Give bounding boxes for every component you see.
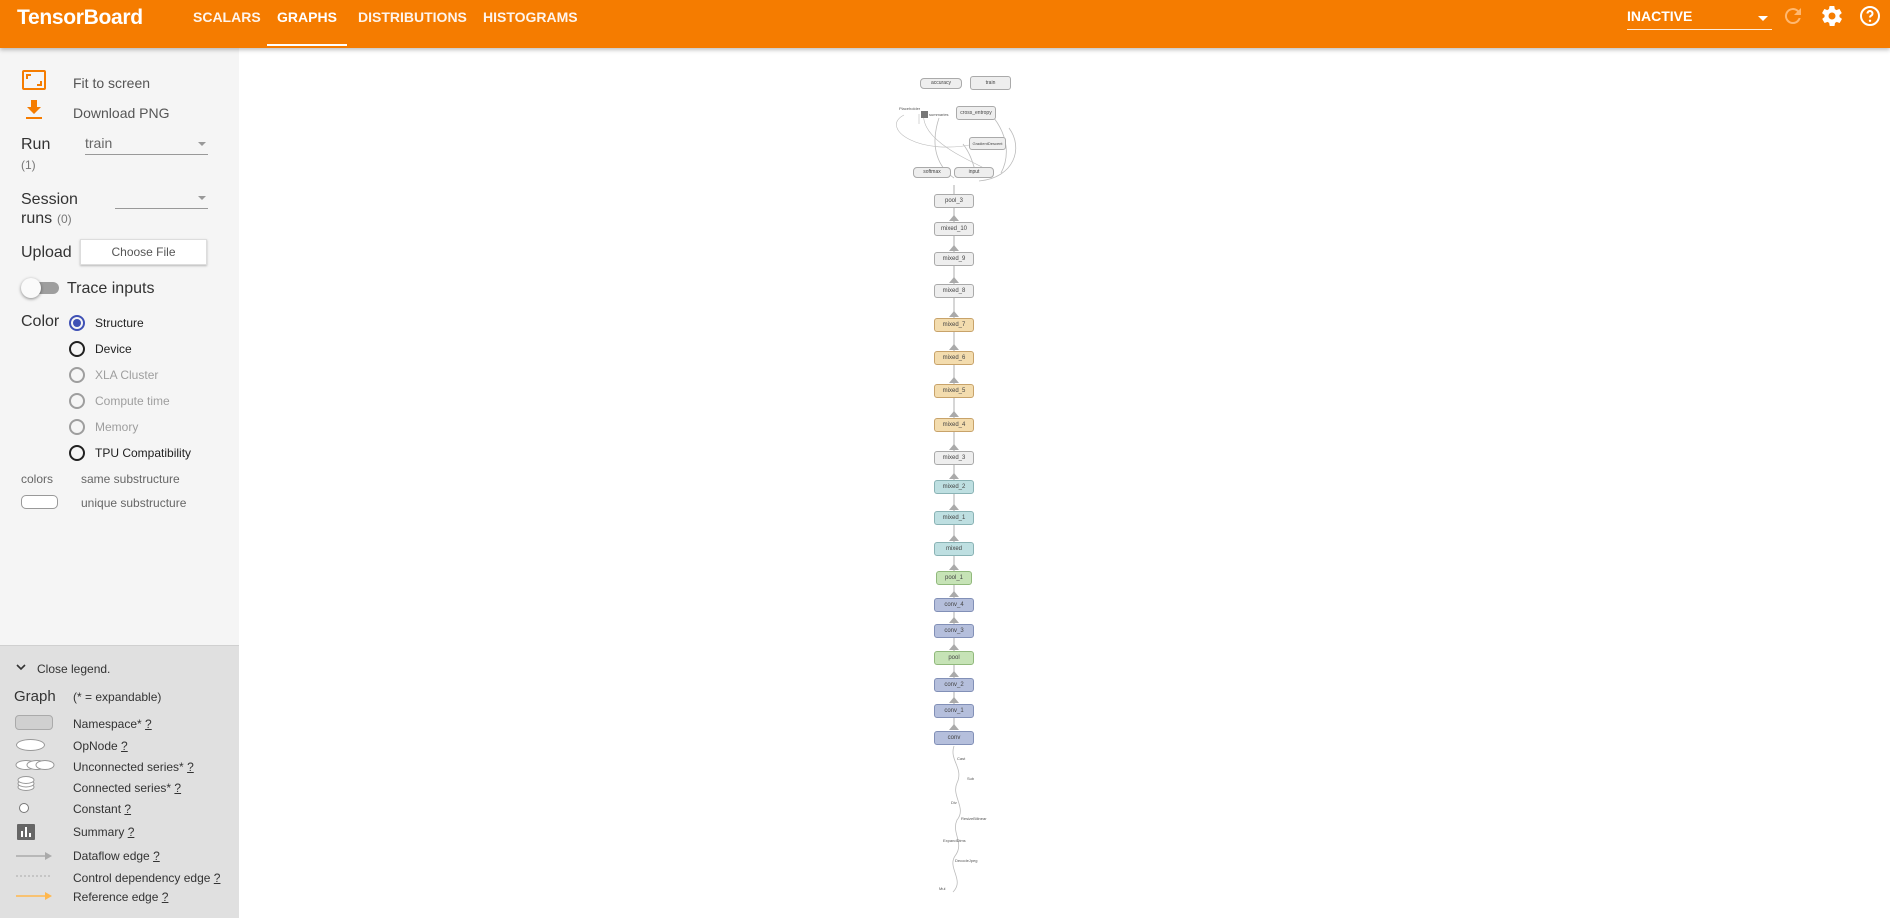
legend-constant: Constant ? [73,802,132,816]
legend-connected-series: Connected series* ? [73,781,182,795]
node-softmax[interactable]: softmax [913,167,951,178]
inactive-dashboard-select[interactable] [1627,4,1772,30]
dataflow-edge-icon [15,851,53,861]
node-pool[interactable]: pool [934,651,974,665]
namespace-legend-swatch [15,715,53,730]
chevron-down-icon[interactable] [16,664,26,672]
unconnected-series-icon [15,759,55,771]
reference-edge-icon [15,891,53,901]
run-count: (1) [21,158,36,172]
node-mixed-2[interactable]: mixed_2 [934,480,974,494]
constant-legend-swatch [19,803,29,813]
dataflow-arrow [949,411,959,417]
session-runs-label: runs [21,210,53,227]
unconnected-series-help-link[interactable]: ? [187,760,194,774]
opnode-legend-swatch [16,739,45,751]
node-conv-4[interactable]: conv_4 [934,598,974,612]
node-conv[interactable]: conv [934,731,974,745]
trace-inputs-label: Trace inputs [67,280,155,297]
dataflow-arrow [949,215,959,221]
dataflow-arrow [949,617,959,623]
run-label: Run [21,136,51,153]
label-decode-jpeg: DecodeJpeg [955,858,978,863]
color-radio-device[interactable] [69,341,85,357]
node-mixed-6[interactable]: mixed_6 [934,351,974,365]
label-cast: Cast [957,756,966,761]
node-mixed-4[interactable]: mixed_4 [934,418,974,432]
color-option-device: Device [95,342,132,356]
node-mixed-7[interactable]: mixed_7 [934,318,974,332]
node-mixed-1[interactable]: mixed_1 [934,511,974,525]
legend-control-dependency-edge: Control dependency edge ? [73,871,221,885]
dataflow-edge-help-link[interactable]: ? [153,849,160,863]
legend-opnode: OpNode ? [73,739,128,753]
dataflow-arrow [949,591,959,597]
color-radio-memory[interactable] [69,419,85,435]
dataflow-arrow [949,724,959,730]
upload-label: Upload [21,244,72,261]
label-expand-dims: ExpandDims [943,838,966,843]
refresh-icon[interactable] [1781,4,1805,28]
inactive-select-value: INACTIVE [1627,8,1693,24]
dataflow-arrow [949,245,959,251]
tab-histograms[interactable]: HISTOGRAMS [483,9,578,25]
legend-expandable-note: (* = expandable) [73,690,162,704]
node-mixed-3[interactable]: mixed_3 [934,451,974,465]
node-mixed[interactable]: mixed [934,542,974,556]
color-radio-structure[interactable] [69,315,85,331]
legend-summary: Summary ? [73,825,135,839]
legend-graph-title: Graph [14,688,56,705]
node-accuracy[interactable]: accuracy [920,78,962,89]
label-mul: Mul [939,886,946,891]
dataflow-arrow [949,644,959,650]
summary-icon [17,824,35,840]
control-dependency-help-link[interactable]: ? [213,871,221,885]
dataflow-arrow [949,504,959,510]
tab-distributions[interactable]: DISTRIBUTIONS [358,9,467,25]
connected-series-help-link[interactable]: ? [174,781,182,795]
trace-inputs-toggle[interactable] [21,278,59,298]
unique-substructure-swatch [21,495,58,509]
top-app-bar [0,0,1890,48]
tab-scalars[interactable]: SCALARS [193,9,261,25]
choose-file-button[interactable]: Choose File [80,239,207,265]
reference-edge-help-link[interactable]: ? [161,890,169,904]
session-label: Session [21,191,78,208]
download-icon[interactable] [25,100,43,120]
graph-legend [0,645,239,918]
app-title: TensorBoard [17,6,143,29]
node-mixed-5[interactable]: mixed_5 [934,384,974,398]
connected-series-icon [17,776,35,792]
dataflow-arrow [949,535,959,541]
control-dependency-edge-icon [15,872,53,880]
node-cross-entropy[interactable]: cross_entropy [956,106,996,120]
node-mixed-8[interactable]: mixed_8 [934,284,974,298]
summary-node-icon[interactable] [921,111,928,118]
legend-reference-edge: Reference edge ? [73,890,169,904]
label-resize-bilinear: ResizeBilinear [961,816,987,821]
constant-help-link[interactable]: ? [124,802,132,816]
color-label: Color [21,313,60,330]
chevron-down-icon [198,196,206,200]
color-option-memory: Memory [95,420,139,434]
legend-namespace: Namespace* ? [73,717,152,731]
unique-substructure-label: unique substructure [81,496,187,510]
color-option-xla-cluster: XLA Cluster [95,368,159,382]
legend-unconnected-series: Unconnected series* ? [73,760,194,774]
node-conv-1[interactable]: conv_1 [934,704,974,718]
dataflow-arrow [949,473,959,479]
color-radio-tpu-compatibility[interactable] [69,445,85,461]
node-conv-3[interactable]: conv_3 [934,624,974,638]
colors-label: colors [21,472,54,486]
toggle-knob [21,278,41,298]
color-radio-xla-cluster[interactable] [69,367,85,383]
dataflow-arrow [949,377,959,383]
run-dropdown-value: train [85,135,113,151]
session-count: (0) [57,212,72,226]
chevron-down-icon [198,142,206,146]
legend-dataflow-edge: Dataflow edge ? [73,849,160,863]
dataflow-arrow [949,671,959,677]
dataflow-arrow [949,344,959,350]
color-option-tpu-compatibility: TPU Compatibility [95,446,192,460]
node-input[interactable]: input [954,167,994,178]
fit-to-screen-button[interactable]: Fit to screen [73,75,151,91]
label-placeholder: Placeholder [899,106,921,111]
node-mixed-9[interactable]: mixed_9 [934,252,974,266]
dataflow-arrow [949,444,959,450]
close-legend-link[interactable]: Close legend. [37,662,111,676]
run-dropdown[interactable] [85,135,208,155]
node-gradient-descent[interactable]: GradientDescent [969,137,1006,150]
chevron-down-icon [1758,16,1768,21]
gear-icon[interactable] [1820,4,1844,28]
node-mixed-10[interactable]: mixed_10 [934,222,974,236]
label-div: Div [951,800,957,805]
dataflow-arrow [949,311,959,317]
summary-help-link[interactable]: ? [127,825,135,839]
label-summaries: summaries [929,112,949,117]
graph-canvas[interactable] [239,48,1890,918]
node-train[interactable]: train [970,76,1011,90]
label-sub: Sub [967,776,975,781]
namespace-help-link[interactable]: ? [145,717,152,731]
dataflow-arrow [949,277,959,283]
graph-edges [239,48,1890,918]
color-radio-compute-time[interactable] [69,393,85,409]
download-png-button[interactable]: Download PNG [73,105,170,121]
same-substructure-label: same substructure [81,472,180,486]
fit-to-screen-icon[interactable] [22,70,46,90]
dataflow-arrow [949,697,959,703]
help-icon[interactable] [1858,4,1882,28]
node-pool-1[interactable]: pool_1 [936,571,972,585]
opnode-help-link[interactable]: ? [121,739,128,753]
session-runs-dropdown[interactable] [115,189,208,209]
node-conv-2[interactable]: conv_2 [934,678,974,692]
tab-graphs[interactable]: GRAPHS [267,0,347,48]
color-option-structure: Structure [95,316,144,330]
color-option-compute-time: Compute time [95,394,170,408]
input-preprocessing-edges [953,746,961,892]
node-pool-3[interactable]: pool_3 [934,194,974,208]
dataflow-arrow [949,564,959,570]
